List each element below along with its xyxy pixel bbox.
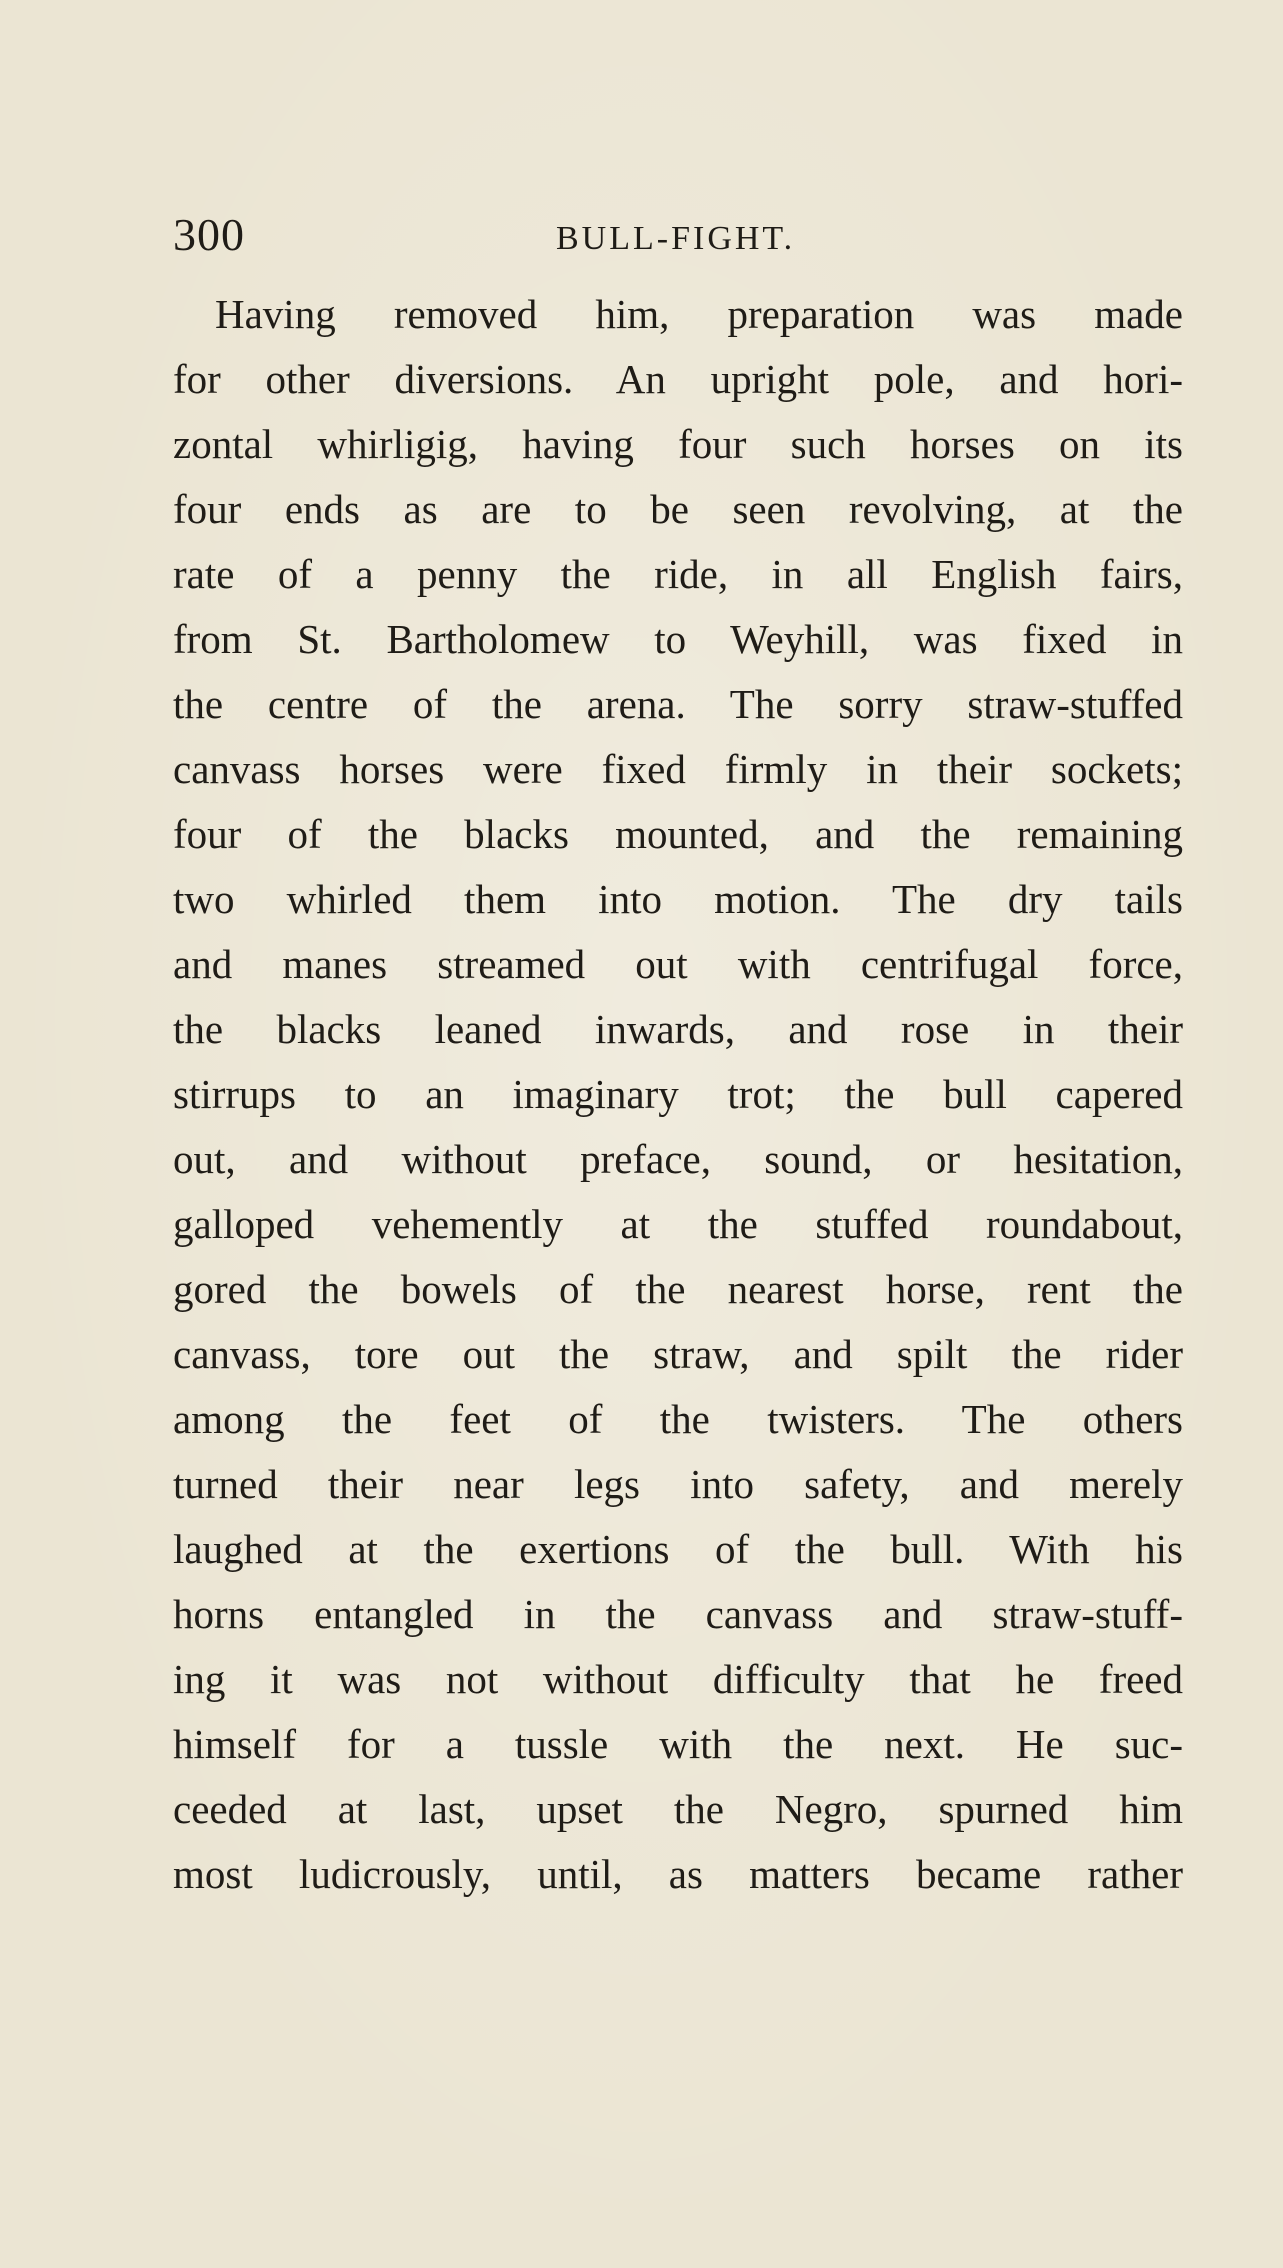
body-text <box>173 282 1183 1907</box>
text-line: among the feet of the twisters. The others <box>173 1396 1183 1442</box>
running-title: BULL-FIGHT. <box>556 220 796 257</box>
text-line: laughed at the exertions of the bull. With his <box>173 1526 1183 1572</box>
text-line: ing it was not without difficulty that he freed <box>173 1656 1183 1702</box>
text-line: galloped vehemently at the stuffed roundabout, <box>173 1201 1183 1247</box>
text-line: himself for a tussle with the next. He suc- <box>173 1721 1183 1767</box>
text-line: four ends as are to be seen revolving, at the <box>173 486 1183 532</box>
page-number: 300 <box>173 209 245 260</box>
text-line: from St. Bartholomew to Weyhill, was fixed in <box>173 616 1183 662</box>
text-line: the centre of the arena. The sorry straw-stuffed <box>173 681 1183 727</box>
text-line: the blacks leaned inwards, and rose in their <box>173 1006 1183 1052</box>
text-line: for other diversions. An upright pole, and hori- <box>173 356 1183 402</box>
text-line: two whirled them into motion. The dry tails <box>173 876 1183 922</box>
text-line: and manes streamed out with centrifugal force, <box>173 941 1183 987</box>
text-line: canvass horses were fixed firmly in their sockets; <box>173 746 1183 792</box>
text-line: zontal whirligig, having four such horses on its <box>173 421 1183 467</box>
text-line: gored the bowels of the nearest horse, rent the <box>173 1266 1183 1312</box>
text-line: canvass, tore out the straw, and spilt the rider <box>173 1331 1183 1377</box>
text-line: horns entangled in the canvass and straw-stuff- <box>173 1591 1183 1637</box>
text-line: ceeded at last, upset the Negro, spurned him <box>173 1786 1183 1832</box>
text-line: rate of a penny the ride, in all English fairs, <box>173 551 1183 597</box>
text-line: most ludicrously, until, as matters became rather <box>173 1851 1183 1897</box>
text-line: turned their near legs into safety, and merely <box>173 1461 1183 1507</box>
text-line: four of the blacks mounted, and the remaining <box>173 811 1183 857</box>
text-line: out, and without preface, sound, or hesitation, <box>173 1136 1183 1182</box>
text-line: Having removed him, preparation was made <box>215 291 1183 337</box>
text-line: stirrups to an imaginary trot; the bull capered <box>173 1071 1183 1117</box>
running-head <box>173 205 1183 265</box>
